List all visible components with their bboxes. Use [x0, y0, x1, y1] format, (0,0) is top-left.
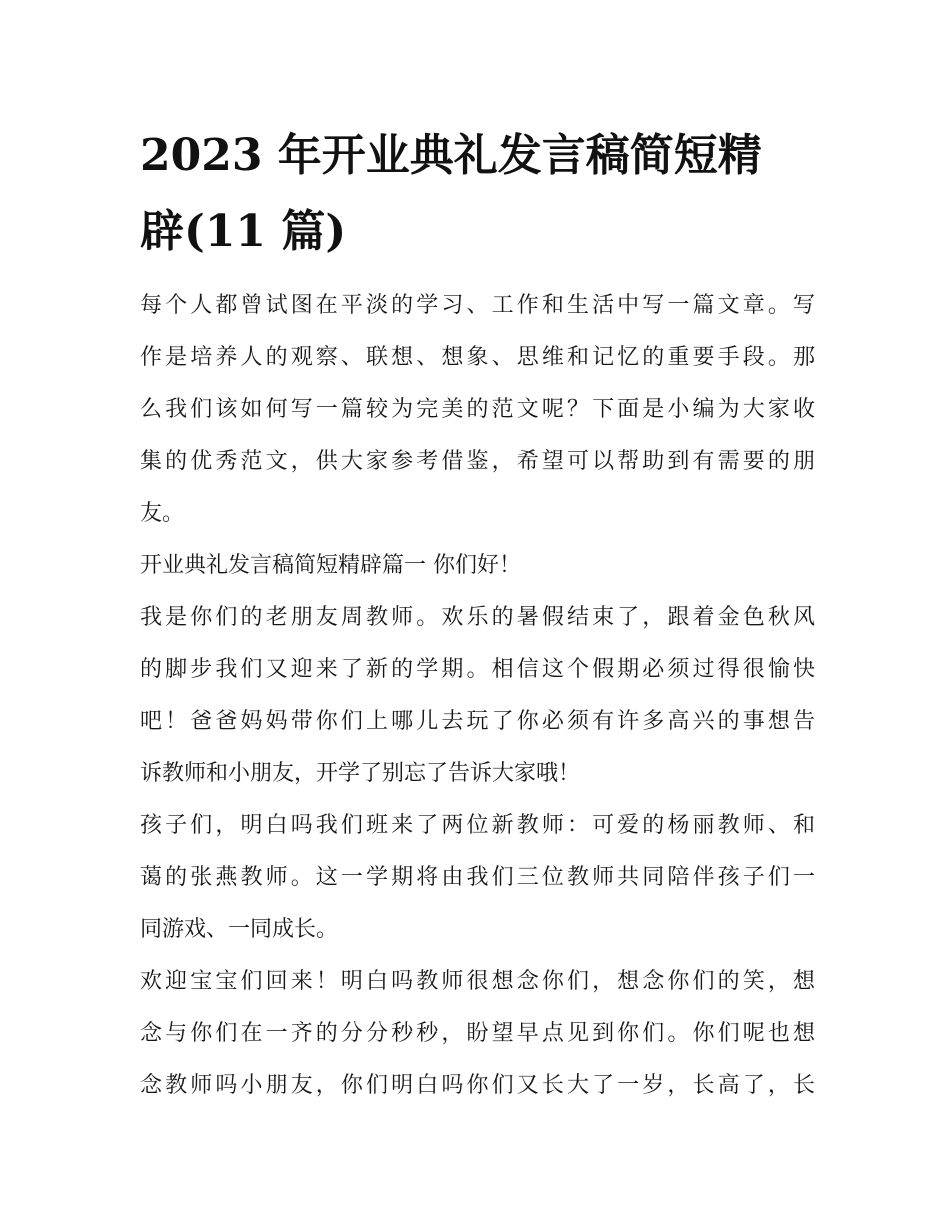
paragraph-section-heading: [140, 540, 815, 592]
document-title: [140, 118, 815, 270]
text-line: 作是培养人的观察、联想、想象、思维和记忆的重要手段。那: [140, 345, 815, 370]
text-line: 蔼的张燕教师。这一学期将由我们三位教师共同陪伴孩子们一: [140, 865, 815, 890]
text-line: 么我们该如何写一篇较为完美的范文呢？下面是小编为大家收: [140, 397, 815, 422]
paragraph-intro: [140, 280, 815, 540]
text-line: 同游戏、一同成长。: [140, 917, 339, 942]
paragraph-greeting: [140, 592, 815, 800]
text-line: 诉教师和小朋友，开学了别忘了告诉大家哦！: [140, 761, 581, 786]
paragraph-new-teachers: [140, 800, 815, 956]
paragraph-welcome: [140, 956, 815, 1112]
document-page: [140, 118, 815, 1112]
text-line: 开业典礼发言稿简短精辟篇一 你们好！: [140, 553, 521, 578]
text-line: 吧！爸爸妈妈带你们上哪儿去玩了你必须有许多高兴的事想告: [140, 709, 815, 734]
text-line: 每个人都曾试图在平淡的学习、工作和生活中写一篇文章。写: [140, 293, 815, 318]
title-line: 辟(11 篇): [140, 206, 347, 257]
text-line: 孩子们，明白吗我们班来了两位新教师：可爱的杨丽教师、和: [140, 813, 815, 838]
text-line: 念与你们在一齐的分分秒秒，盼望早点见到你们。你们呢也想: [140, 1021, 815, 1046]
text-line: 欢迎宝宝们回来！明白吗教师很想念你们，想念你们的笑，想: [140, 969, 815, 994]
text-line: 集的优秀范文，供大家参考借鉴，希望可以帮助到有需要的朋: [140, 449, 815, 474]
text-line: 友。: [140, 501, 185, 526]
text-line: 念教师吗小朋友，你们明白吗你们又长大了一岁，长高了，长: [140, 1073, 815, 1098]
text-line: 我是你们的老朋友周教师。欢乐的暑假结束了，跟着金色秋风: [140, 605, 815, 630]
title-line: 2023 年开业典礼发言稿简短精: [140, 130, 762, 181]
document-body: [140, 280, 815, 1112]
text-line: 的脚步我们又迎来了新的学期。相信这个假期必须过得很愉快: [140, 657, 815, 682]
